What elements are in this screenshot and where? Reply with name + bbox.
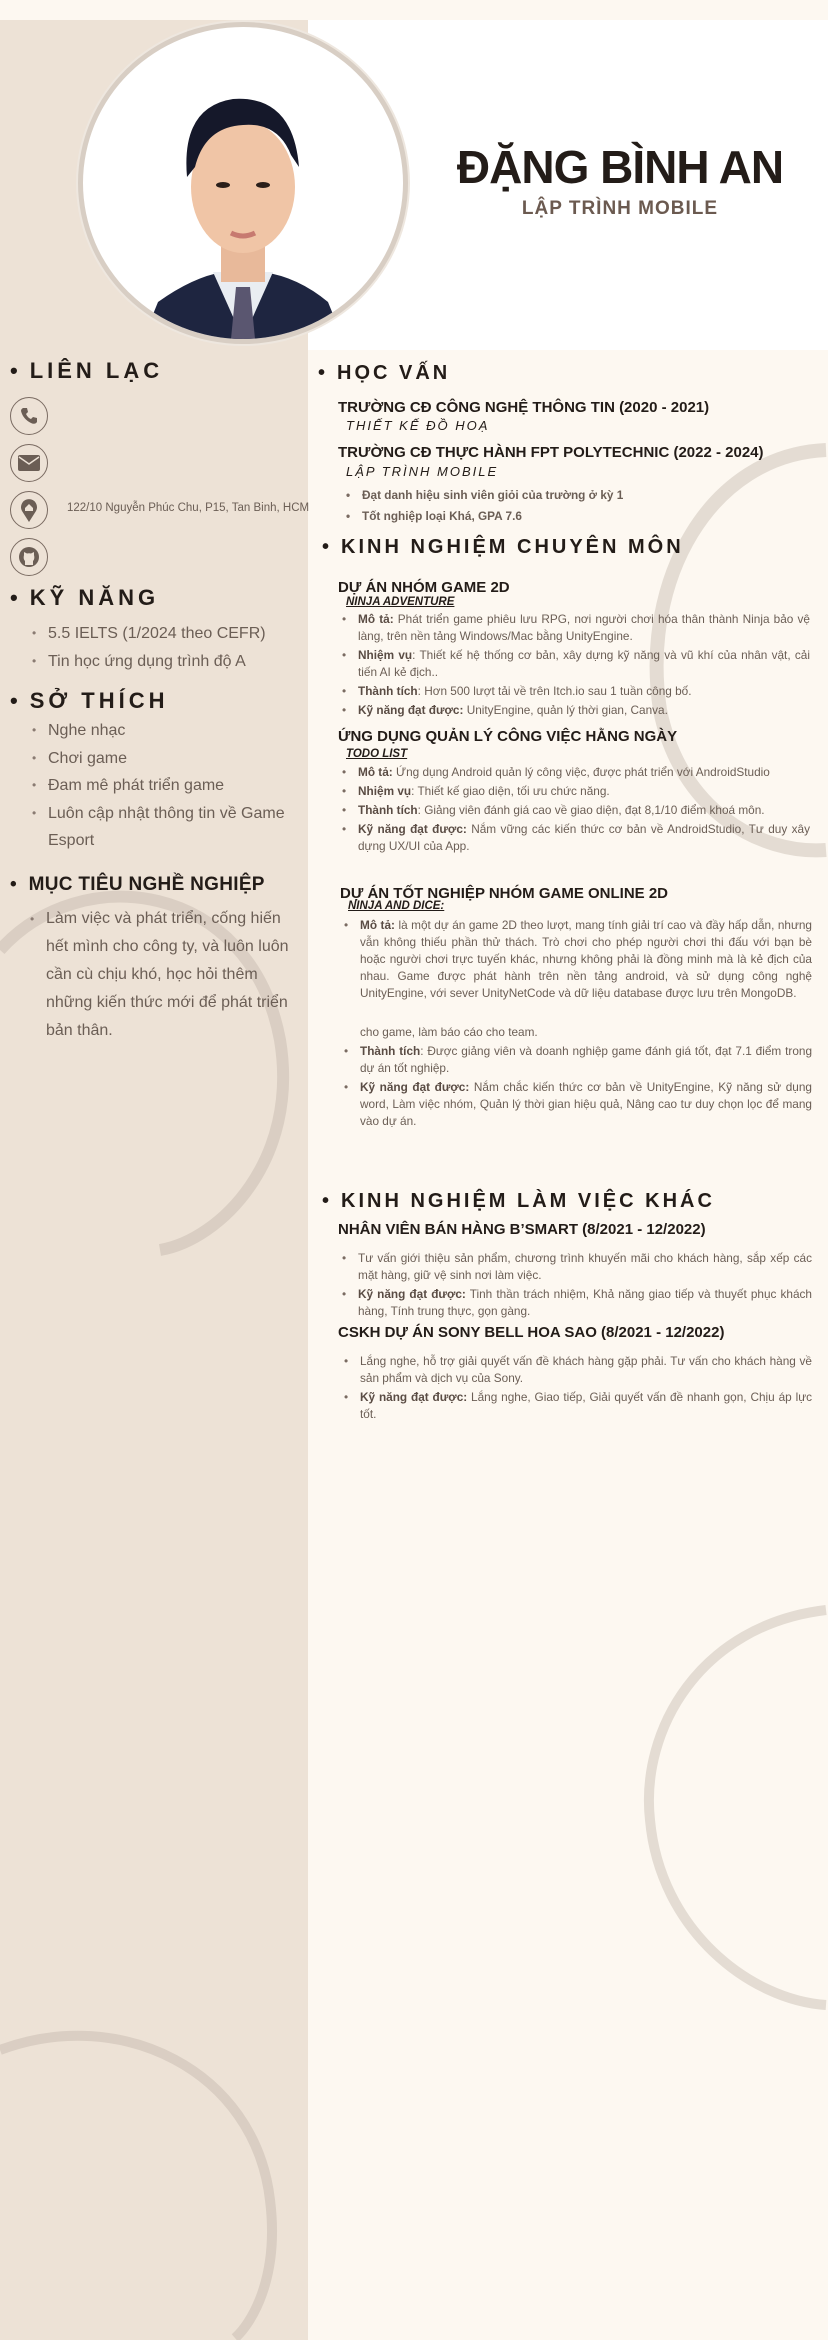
job-details [338,1353,812,1425]
list-item [336,611,810,645]
list-item [336,702,810,719]
list-item [336,802,810,819]
list-item: • Làm việc và phát triển, cống hiến hết mình cho công ty, và luôn luôn cần cù chịu khó, học hỏi thêm những kiến thức mới để phát triển bản thân. [20,905,300,1045]
project-name: DỰ ÁN NHÓM GAME 2D [338,579,510,596]
item-text: : Giảng viên đánh giá cao về giao diện, đạt 8,1/10 điểm khoá môn. [417,803,765,817]
item-text: Tư vấn giới thiệu sản phẩm, chương trình khuyến mãi cho khách hàng, sắp xếp các mặt hàng, giữ vệ sinh nơi làm việc. [358,1251,812,1282]
item-label: Thành tích [358,803,418,817]
skills-list [22,620,302,675]
project-name: ỨNG DỤNG QUẢN LÝ CÔNG VIỆC HẰNG NGÀY [338,728,678,745]
list-item: • Đam mê phát triển game [22,772,302,800]
item-label: Kỹ năng đạt được: [358,1287,466,1301]
list-item: • Nghe nhạc [22,717,302,745]
item-text: là một dự án game 2D theo lượt, mang tính giải trí cao và đầy hấp dẫn, nhưng vẫn không thiếu phần thử thách. Trò chơi cho phép người chơi thi đấu với bạn bè hoặc người chơi trực tuyến khác, nhưng không phải là đồng minh mà là kẻ địch của nhau. Game được phát hành trên nền tảng android, và sử dụng công nghệ UnityEngine, với sever UnityNetCode và dữ liệu database được lưu trên MongoDB. [360,918,812,1000]
list-item [336,764,810,781]
item-label: Nhiệm vụ [358,784,412,798]
item-label: Mô tả: [358,765,393,779]
project-details [338,917,812,1132]
school-name: TRƯỜNG CĐ THỰC HÀNH FPT POLYTECHNIC (2022 - 2024) [338,444,764,461]
item-text: : Thiết kế giao diện, tối ưu chức năng. [411,784,610,798]
list-item: • Chơi game [22,745,302,773]
project-product: NINJA ADVENTURE [346,596,455,608]
project-product: NINJA AND DICE: [348,900,445,912]
address-text: 122/10 Nguyễn Phúc Chu, P15, Tan Binh, HCM [67,502,310,514]
item-label: Thành tích [358,684,418,698]
list-item: • Tin học ứng dụng trình độ A [22,648,302,676]
project-details [336,764,810,857]
list-item: • 5.5 IELTS (1/2024 theo CEFR) [22,620,302,648]
school-name: TRƯỜNG CĐ CÔNG NGHỆ THÔNG TIN (2020 - 2021) [338,399,710,416]
goal-list [20,905,300,1045]
item-label: Mô tả: [360,918,395,932]
list-item [336,783,810,800]
item-text: Lắng nghe, Giao tiếp, Giải quyết vấn đề nhanh gọn, Chịu áp lực tốt. [360,1390,812,1421]
school-major: LẬP TRÌNH MOBILE [346,464,499,479]
hobbies-list [22,717,302,855]
item-text: Ứng dụng Android quản lý công việc, được phát triển với AndroidStudio [392,765,770,779]
item-text: Nắm vững các kiến thức cơ bản về AndroidStudio, Tư duy xây dựng UX/UI của App. [358,822,810,853]
section-title-career-goal: • MỤC TIÊU NGHỀ NGHIỆP [10,874,265,896]
list-item [338,1079,812,1130]
item-text: Lắng nghe, hỗ trợ giải quyết vấn đề khách hàng gặp phải. Tư vấn cho khách hàng về sản phẩm và dịch vụ của Sony. [360,1354,812,1385]
list-item [338,1024,812,1041]
section-title-other-experience: • KINH NGHIỆM LÀM VIỆC KHÁC [322,1190,715,1213]
list-item [338,1353,812,1387]
section-title-experience: • KINH NGHIỆM CHUYÊN MÔN [322,536,684,559]
section-title-education: • HỌC VẤN [318,362,450,385]
section-title-skills: • KỸ NĂNG [10,585,159,611]
item-label: Mô tả: [358,612,394,626]
list-item [338,1389,812,1423]
list-item [336,647,810,681]
project-details [336,611,810,721]
education-achievements [340,487,810,527]
item-text: UnityEngine, quản lý thời gian, Canva. [463,703,668,717]
job-name: NHÂN VIÊN BÁN HÀNG B’SMART (8/2021 - 12/2022) [338,1221,706,1238]
item-label: Kỹ năng đạt được: [360,1080,470,1094]
item-label: Kỹ năng đạt được: [358,822,467,836]
item-label: Kỹ năng đạt được: [358,703,464,717]
item-text: Tinh thần trách nhiệm, Khả năng giao tiếp và thuyết phục khách hàng, Tính trung thực, gọn gàng. [358,1287,812,1318]
list-item [336,1250,812,1284]
item-text: : Hơn 500 lượt tải về trên Itch.io sau 1 tuần công bố. [417,684,692,698]
project-product: TODO LIST [346,748,408,760]
item-label: Nhiệm vụ [358,648,413,662]
item-text: Nắm chắc kiến thức cơ bản về UnityEngine, Kỹ năng sử dụng word, Làm việc nhóm, Quản lý thời gian hiệu quả, Nâng cao tư duy chọn lọc để mang vào dự án. [360,1080,812,1128]
job-title: LẬP TRÌNH MOBILE [521,198,719,219]
school-major: THIẾT KẾ ĐỒ HOẠ [346,418,490,433]
list-item: • Tốt nghiệp loại Khá, GPA 7.6 [340,508,810,525]
section-title-hobbies: • SỞ THÍCH [10,688,168,714]
full-name: ĐẶNG BÌNH AN [456,141,784,193]
item-text: : Được giảng viên và doanh nghiệp game đánh giá tốt, đạt 7.1 điểm trong dự án tốt nghiệp. [360,1044,812,1075]
item-text: cho game, làm báo cáo cho team. [360,1025,538,1039]
project-name: DỰ ÁN TỐT NGHIỆP NHÓM GAME ONLINE 2D [340,885,669,902]
section-title-contact: • LIÊN LẠC [10,358,163,384]
mail-icon[interactable] [10,444,48,482]
list-item: • Đạt danh hiệu sinh viên giỏi của trường ở kỳ 1 [340,487,810,504]
job-details [336,1250,812,1322]
phone-icon [10,397,48,435]
list-item [336,683,810,700]
github-icon[interactable] [10,538,48,576]
list-item [336,1286,812,1320]
item-text: Phát triển game phiêu lưu RPG, nơi người chơi hóa thân thành Ninja bảo vệ làng, trên nền tảng Windows/Mac bằng UnityEngine. [358,612,810,643]
list-item: • Luôn cập nhật thông tin về Game Esport [22,800,302,855]
top-strip [0,0,828,20]
item-text: : Thiết kế hệ thống cơ bản, xây dựng kỹ năng và vũ khí của nhân vật, cải tiến AI kẻ địch.. [358,648,810,679]
list-item [338,917,812,1002]
item-label: Thành tích [360,1044,421,1058]
job-name: CSKH DỰ ÁN SONY BELL HOA SAO (8/2021 - 12/2022) [338,1324,725,1341]
item-label: Kỹ năng đạt được: [360,1390,468,1404]
list-item [338,1043,812,1077]
list-item [336,821,810,855]
location-icon [10,491,48,529]
profile-photo [78,22,408,344]
